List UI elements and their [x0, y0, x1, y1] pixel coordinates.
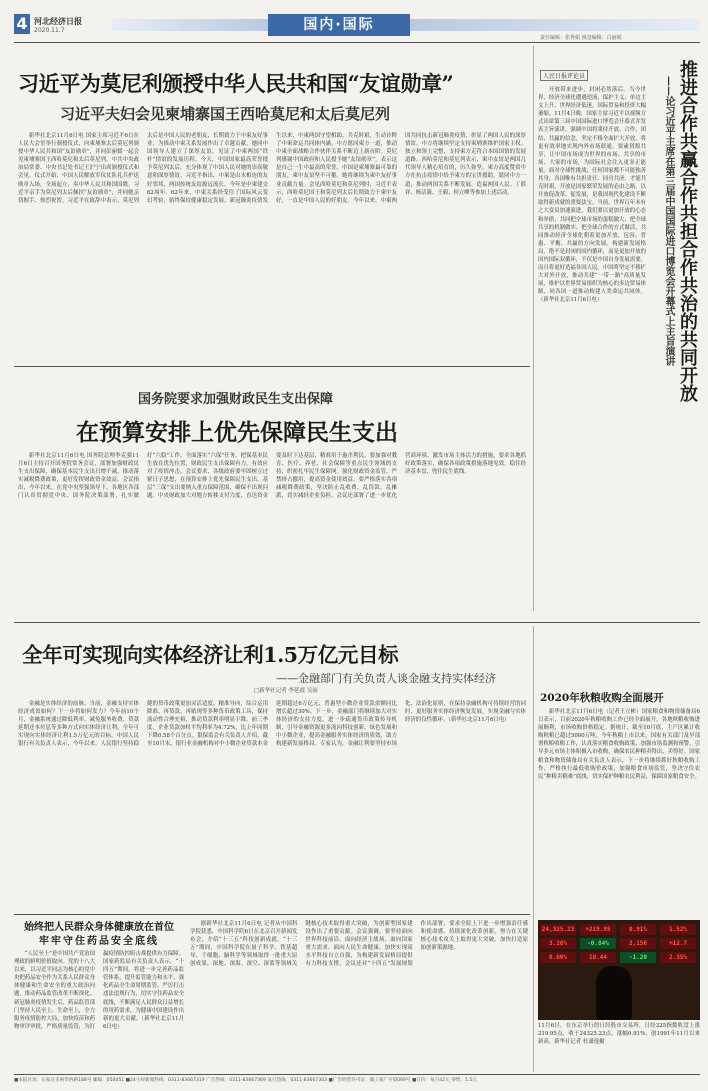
stock-board-cell: +219.95 [580, 924, 616, 935]
editorial-tag: 人民日报评论员 [540, 70, 588, 81]
header-band-right [410, 19, 700, 31]
finance-body: 金融是实体经济的血脉。当前，金融支持实体经济成效如何？下一步将如何发力？今年前10个月，金融系统通过降低利率、减免服务收费、贷款延期还本付息等多种方式向实体经济让利，全年可实现向实体经济让利1.5万亿元的目标。中国人民银行有关负责人表示，今年以来，人民银行坚持稳健的货币政策更加灵活适度、精准导向，综合运用降准、再贷款、再贴现等多种货币政策工具，保持流动性合理充裕，推动贷款利率明显下降。前三季度，企业贷款加权平均利率为4.72%，比上年同期下降0.58个百分点。银保监会有关负责人介绍，截至10月末，银行业金融机构对中小微企业贷款本金延期超过6万亿元，普惠型小微企业贷款余额同比增长超过30%。下一步，金融部门将继续加大对实体经济的支持力度，进一步疏通货币政策传导机制，引导金融资源更多流向科技创新、绿色发展和中小微企业，提高金融服务实体经济的质效，助力构建新发展格局。专家认为，金融让利要坚持市场化、法治化原则，在保持金融机构可持续经营的同时，更好服务实体经济恢复发展，实现金融与实体经济的良性循环。（新华社北京11月6日电） [18, 701, 526, 748]
stock-board-cell: 0.91% [620, 924, 656, 935]
science-story: 据新华社北京11月6日电 记者从中国科学院获悉，中国科学院6日在北京召开新闻发布会，介绍“十三五”科技创新成就。“十三五”期间，中国科学院在量子科学、铁基超导、干细胞、脑科学等领域取得一批重大原创成果，深地、深海、深空、深蓝等领域关键核心技术取得重大突破，为创新型国家建设作出了重要贡献。会议强调，要坚持面向世界科技前沿、面向经济主战场、面向国家重大需求、面向人民生命健康，加快实现高水平科技自立自强，为构建新发展格局提供有力科技支撑。会议还对“十四五”发展规划作出部署，要求全院上下进一步增强责任感和使命感，持续深化改革创新，努力在关键核心技术攻关上取得更大突破，加快打造原始创新策源地。 [190, 921, 528, 968]
stock-board-cell: 24,325.23 [541, 926, 575, 933]
stock-photo [538, 920, 700, 1020]
section-title: 国内·国际 [268, 14, 410, 36]
stock-board-cell: 3.26% [540, 938, 576, 949]
grain-story [538, 690, 700, 918]
middle-rule [14, 622, 700, 623]
drug-subhead: 牢牢守住药品安全底线 [39, 936, 159, 947]
drug-headline: 始终把人民群众身体健康放在首位 [24, 922, 174, 933]
editorial-body: 开放带来进步，封闭必然落后。当今世界，经济全球化遭遇逆流，保护主义、单边主义上升，世界经济低迷，国际贸易和投资大幅萎缩。11月4日晚，国家主席习近平以视频方式出席第三届中国国际进口博览会开幕式并发表主旨演讲，强调中国将秉持开放、合作、团结、共赢的信念，坚定不移全面扩大开放，将更有效率地实现内外市场联通、要素资源共享，让中国市场成为世界的市场、共享的市场、大家的市场，为国际社会注入更多正能量。面对全球性挑战，任何国家都不可能独善其身，各国唯有共担责任、同舟共济，才能共克时艰。开放是国家繁荣发展的必由之路。以开放促改革、促发展，是我国现代化建设不断取得新成就的重要法宝。当前，世界百年未有之大变局加速演进，我们要以更加开放的心态和举措，共同把全球市场的蛋糕做大、把全球共享的机制做实、把全球合作的方式做活，共同推动经济全球化朝着更加开放、包容、普惠、平衡、共赢的方向发展。构建新发展格局，绝不是封闭的国内循环，而是更加开放的国内国际双循环，不仅是中国自身发展需要，而且将更好造福各国人民。中国将坚定不移扩大对外开放，推动共建“一带一路”高质量发展，维护以世界贸易组织为核心的多边贸易体制，同各国一道推动构建人类命运共同体。（新华社北京11月6日电） [538, 87, 646, 304]
editorial-headline: 推进合作共赢合作共担合作共治的共同开放 [677, 60, 698, 402]
lower-rule [14, 914, 530, 915]
editorial-column [538, 46, 700, 611]
header-band-left [112, 19, 268, 31]
column-divider [533, 46, 534, 611]
editors-credit: 责任编辑：张秀娟 视觉编辑：白丽娟 [540, 35, 622, 41]
right-divider [533, 626, 534, 1072]
stock-board-cell: -1.20 [620, 952, 656, 963]
stock-board-cell: 2.35% [660, 952, 696, 963]
lead-story [14, 46, 529, 364]
paper-name: 河北经济日报 [34, 17, 82, 26]
drug-body: “人民至上”是中国共产党治国理政的鲜明价值取向。党的十八大以来，以习近平同志为核心的党中央把药品安全作为关系人民群众身体健康和生命安全的重大政治问题，推动药品监管改革不断深化。新冠肺炎疫情发生后，药品监管部门坚持人民至上、生命至上，全力服务疫情防控大局，加快疫苗和药物审评审批，严格质量监管，为打赢疫情防控阻击战提供有力保障。国家药监局有关负责人表示，“十四五”期间，将进一步完善药品监管体系，提升监管能力和水平，强化药品全生命周期监管，严厉打击违法违规行为，切实守住药品安全底线，不断满足人民群众日益增长的用药需求，为健康中国建设作出新的更大贡献。（新华社北京11月6日电） [14, 951, 184, 1030]
stock-board-cell: 0.60% [540, 952, 576, 963]
stock-board-cell: -0.84% [580, 938, 616, 949]
page-number: 4 [14, 14, 30, 34]
stock-board-cell: +12.7 [660, 938, 696, 949]
editorial-subhead: ——论习近平主席在第三届中国国际进口博览会开幕式上主旨演讲 [663, 76, 674, 366]
finance-headline: 全年可实现向实体经济让利1.5万亿元目标 [22, 643, 399, 667]
fiscal-kicker: 国务院要求加强财政民生支出保障 [138, 392, 334, 407]
issue-date: 2020.11.7 [34, 27, 65, 34]
fiscal-body: 新华社北京11月6日电 国务院总理李克强11月6日主持召开国务院常务会议，部署加强财政民生支出保障，确保基本民生支出只增不减，推动落实减税降费政策，更好发挥财政资金效益。会议指出，今年以来，在党中央坚强领导下，各地区各部门认真贯彻党中央、国务院决策部署，扎实做好“六稳”工作、全面落实“六保”任务，把保基本民生放在优先位置，财政民生支出保障有力，有效应对了疫情冲击。会议要求，各级政府要牢固树立过紧日子思想，在预算安排上优先保障民生支出。基层“三保”支出要纳入重点保障范围，确保不出现问题。中央财政加大对地方转移支付力度，直达资金要及时下达基层，精准用于惠企利民。要加强对教育、医疗、养老、社会保障等重点民生领域的支持，织密扎牢民生保障网。强化财政资金监管，严禁挤占挪用，提高资金使用效益。要严格落实各项减税降费政策，坚决防止乱收费、乱罚款、乱摊派，切实减轻企业负担。会议还部署了进一步优化营商环境、激发市场主体活力的措施，要求各地抓好政策落实，确保各项政策措施落地见效，稳住经济基本盘，兜住民生底线。 [18, 453, 526, 500]
masthead [0, 0, 708, 40]
grain-body: 新华社北京11月6日电（记者王立彬）国家粮食和物资储备局6日表示，目前2020年秋粮收购工作已经全面展开，各地秋粮收购进展顺利，市场收购价格稳定。据统计，截至10月底，主产区累计收购秋粮已超过5000万吨。今年秋粮上市以来，国家有关部门及早部署秋粮收购工作，认真落实粮食收购政策，加强市场监测和预警，引导多元市场主体积极入市收购，确保农民种粮卖得出、卖得好。国家粮食和物资储备局有关负责人表示，下一步将继续抓好秋粮收购工作，严格执行最低收购价政策，加强粮食市场监管，坚决守住农民“种粮卖粮难”底线，切实保护种粮农民利益，保障国家粮食安全。 [538, 709, 700, 780]
finance-story [14, 628, 529, 912]
person-silhouette [596, 966, 632, 1020]
lead-headline: 习近平为莫尼利颁授中华人民共和国“友谊勋章” [18, 71, 454, 96]
fiscal-headline: 在预算安排上优先保障民生支出 [76, 419, 398, 446]
stock-board-cell: 18.44 [580, 952, 616, 963]
stock-board-cell: 2,156 [620, 938, 656, 949]
finance-byline: □新华社记者 李延霞 吴雨 [254, 688, 318, 694]
fiscal-story [14, 370, 529, 620]
lead-subhead: 习近平夫妇会见柬埔寨国王西哈莫尼和太后莫尼列 [60, 105, 391, 123]
finance-subhead: ——金融部门有关负责人谈金融支持实体经济 [276, 672, 496, 685]
lead-bottom-rule [14, 366, 530, 367]
footer-info: ■本报社址：石家庄市裕华西路188号 邮编：050051 ■24小时新闻热线：0311-83667319 广告热线：0311-83667369 发行热线：0311-83667303 ■广告经营许可证：冀工商广字第069号 ■订价：每月42元 零售：1.5元 [14, 1078, 477, 1083]
photo-caption: 11月6日，在东京举行的日经股市交易所，日经225指数收盘上涨219.95点，收于24325.23点，涨幅0.91%，创1991年11月以来新高。新华社记者 杜潇逸摄 [538, 1023, 700, 1046]
stock-board-cell: 1.52% [660, 924, 696, 935]
drug-safety-story [14, 918, 184, 1068]
grain-headline: 2020年秋粮收购全面展开 [540, 692, 664, 704]
footer-rule [14, 1074, 700, 1075]
header-rule [14, 42, 700, 43]
lead-body: 新华社北京11月6日电 国家主席习近平6日在人民大会堂举行颁授仪式，向柬埔寨太后莫尼列颁授中华人民共和国“友谊勋章”，并同彭丽媛一起会见柬埔寨国王西哈莫尼和太后莫尼列。中共中央政治局常委、中央书记处书记王沪宁出席颁授仪式和会见。仪式开始，中国人民解放军仪仗队礼兵护送勋章入场，全场起立，奏中华人民共和国国歌。习近平亲手为莫尼列太后佩挂“友谊勋章”，并同她亲切握手、热烈祝贺。习近平在致辞中表示，莫尼列太后是中国人民的老朋友，长期致力于中柬友好事业，为推动中柬关系发展作出了卓越贡献。她同中国领导人建立了深厚友谊，见证了中柬两国“铁杆”情谊的发展历程。今天，中国国家最高荣誉授予莫尼列太后，充分体现了中国人民对她的崇高敬意和深厚情谊。习近平指出，中柬是山水相连的友好邻邦，两国传统友谊源远流长。今年是中柬建交62周年。62年来，中柬关系经受住了国际风云变幻考验，始终保持健康稳定发展。新冠肺炎疫情发生以来，中柬两国守望相助、共克时艰，生动诠释了中柬命运共同体内涵。中方愿同柬方一道，推动中柬全面战略合作伙伴关系不断迈上新台阶。莫尼列感谢中国政府和人民授予她“友谊勋章”，表示这是自己一生中最高的荣誉。中国是柬埔寨最可靠的朋友，柬中友谊坚不可摧。她将继续为柬中友好事业贡献力量。会见西哈莫尼和莫尼列时，习近平表示，西哈莫尼国王和莫尼列太后长期致力于柬中友好，一直是中国人民的好朋友。今年以来，中柬两国共同抗击新冠肺炎疫情，彰显了两国人民的深厚情谊。中方将继续坚定支持柬埔寨维护国家主权、独立和领土完整，支持柬方走符合本国国情的发展道路。西哈莫尼和莫尼列表示，柬中友谊是两国几代领导人精心培育的，历久弥坚。柬方高度赞赏中方在抗击疫情中给予柬方的宝贵援助，愿同中方一道，推动两国关系不断发展，造福两国人民。丁薛祥、杨洁篪、王毅、何立峰等参加上述活动。 [18, 133, 526, 204]
